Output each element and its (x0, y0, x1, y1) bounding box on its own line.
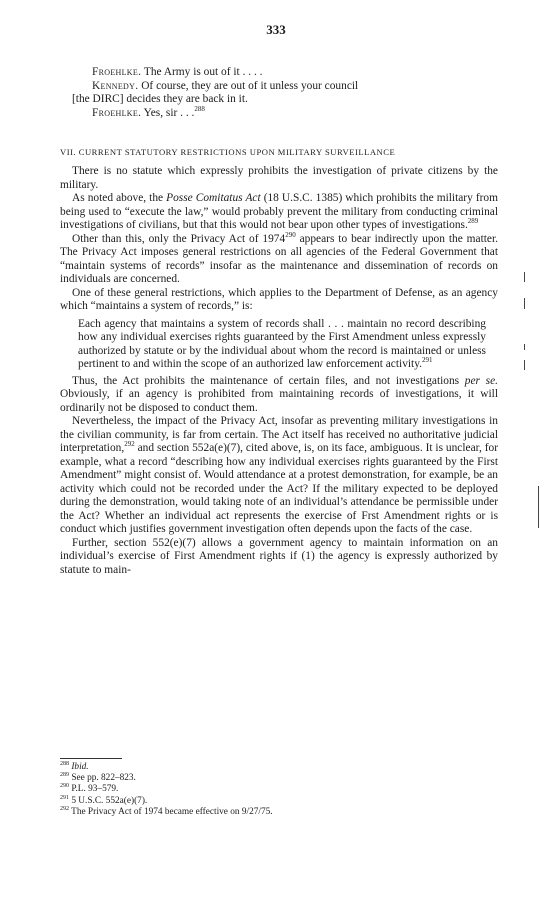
paragraph: Other than this, only the Privacy Act of 1974$^{290}$ appears to bear indirectly upon the matter. The Privacy Act imposes general restrictions on all agencies of the Federal Government that “maintain systems of records” insofar as the maintenance and dissemination of records on individuals are concerned. (60, 230, 498, 285)
dialogue-line (60, 66, 498, 80)
dialogue-text: Of course, they are out of it unless your council (138, 79, 359, 92)
section-heading: VII. CURRENT STATUTORY RESTRICTIONS UPON MILITARY SURVEILLANCE (60, 147, 396, 157)
paragraph: Thus, the Act prohibits the maintenance of certain files, and not investigations per se. Obviously, if an agency is prohibited from maintaining records of investigations, it will ordinarily not be disposed to conduct them. (60, 374, 499, 414)
dialogue-line (60, 93, 498, 107)
footnote: $^{291}$ 5 U.S.C. 552a(e)(7). (60, 794, 148, 806)
margin-mark (524, 344, 525, 350)
page-number: 333 (266, 22, 286, 37)
footnote: $^{288}$ Ibid. (60, 760, 89, 772)
dialogue-text: The Army is out of it . . . . (141, 66, 263, 78)
dialogue-line (60, 104, 498, 121)
margin-mark (524, 360, 525, 370)
footnote-ref: 289 (467, 217, 479, 226)
paragraph: There is no statute which expressly prohibits the investigation of private citizens by the military. (60, 165, 498, 191)
dialogue-block (60, 66, 498, 120)
speaker-name: Froehlke. (92, 106, 142, 119)
footnote-ref: 288 (194, 104, 205, 113)
footnote-ref: 292 (124, 440, 135, 449)
speaker-name: Froehlke. (92, 66, 142, 78)
margin-mark (538, 486, 539, 528)
margin-mark (524, 272, 525, 282)
dialogue-text: [the DIRC] decides they are back in it. (72, 93, 248, 105)
paragraph: As noted above, the Posse Comitatus Act (18 U.S.C. 1385) which prohibits the military from being used to “execute the law,” would probably prevent the military from conducting criminal investigations of civilians, but that this would not bear upon other types of investigations.$^{289}$ (60, 192, 498, 231)
dialogue-text: Yes, sir . . . (141, 106, 195, 119)
footnotes (60, 762, 498, 818)
footnote-rule (60, 758, 122, 759)
margin-mark (524, 298, 525, 309)
paragraph: Nevertheless, the impact of the Privacy Act, insofar as preventing military investigations in the civilian community, is far from certain. The Act itself has received no authoritative judicial interpretation,$^{292}$ and section 552a(e)(7), cited above, is, on its face, ambiguous. It is unclear, for example, what a record “describing how any individual exercises rights guaranteed by the First Amendment” might consist of. Would attendance at a protest demonstration, for example, be an activity which could not be recorded under the Act? If the military expected to be deployed during the demonstration, would taking note of an individual’s attendance be permissible under the Act? Whether an individual act represents the exercise of Frst Amendment rights or is conduct which justifies government investigation often depends upon the facts of the case. (60, 415, 498, 535)
footnote: $^{290}$ P.L. 93–579. (60, 783, 119, 795)
body-text (60, 165, 498, 577)
block-quote: Each agency that maintains a system of records shall . . . maintain no record describing how any individual exercises rights guaranteed by the First Amendment unless expressly authorized by statute or by the individual about whom the record is maintained or unless pertinent to and within the scope of an authorized law enforcement activity.$^{291}$ (78, 317, 486, 370)
footnote: $^{289}$ See pp. 822–823. (60, 772, 136, 784)
dialogue-line (60, 80, 498, 94)
speaker-name: Kennedy. (92, 79, 139, 92)
footnote: $^{292}$ The Privacy Act of 1974 became effective on 9/27/75. (60, 805, 273, 817)
paragraph: One of these general restrictions, which applies to the Department of Defense, as an agency which “maintains a system of records,” is: (60, 286, 498, 312)
paragraph: Further, section 552(e)(7) allows a government agency to maintain information on an individual’s exercise of First Amendment rights if (1) the agency is expressly authorized by statute to main- (60, 536, 498, 576)
footnote-ref: 290 (285, 230, 296, 239)
footnote-ref: 291 (422, 356, 433, 365)
